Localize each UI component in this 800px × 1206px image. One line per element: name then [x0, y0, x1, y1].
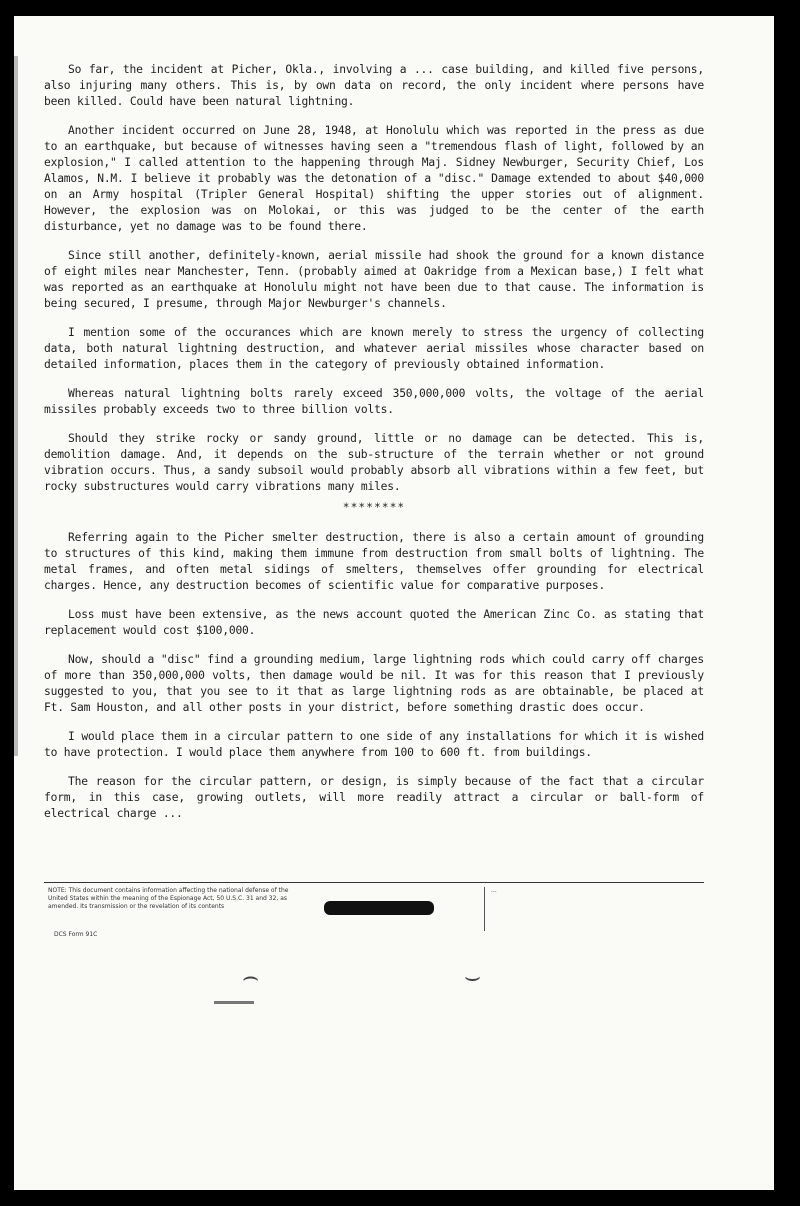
paragraph: Whereas natural lightning bolts rarely exceed 350,000,000 volts, the voltage of the aerial missiles probably exceeds two to three billion volts. [44, 387, 704, 416]
scan-edge [14, 56, 18, 756]
handwritten-mark-icon: ⌣ [464, 962, 482, 992]
paragraph: Should they strike rocky or sandy ground, little or no damage can be detected. This is, demolition damage. And, it depends on the sub-structure of the terrain whether or not ground vibration occurs. Thus, a sandy subsoil would probably absorb all vibrations within a few feet, but rocky substructures would carry vibrations many miles. [44, 432, 704, 493]
scan-noise [214, 1001, 254, 1004]
separator: ******** [342, 501, 406, 514]
paragraph: Referring again to the Picher smelter destruction, there is also a certain amount of grounding to structures of this kind, making them immune from destruction from small bolts of lightning. The metal frames, and often metal sidings of smelters, themselves offer grounding for electrical charges. Hence, any destruction becomes of scientific value for comparative purposes. [44, 531, 704, 592]
paragraph: Now, should a "disc" find a grounding medium, large lightning rods which could carry off charges of more than 350,000,000 volts, then damage would be nil. It was for this reason that I previously suggested to you, that you see to it that as large lightning rods as are obtainable, be placed at Ft. Sam Houston, and all other posts in your district, before something drastic does occur. [44, 653, 704, 714]
paragraph: I mention some of the occurances which are known merely to stress the urgency of collecting data, both natural lightning destruction, and whatever aerial missiles whose character based on detailed information, places them in the category of previously obtained information. [44, 326, 704, 371]
footer-right-box: ... [484, 887, 701, 931]
paragraph: Another incident occurred on June 28, 1948, at Honolulu which was reported in the press as due to an earthquake, but because of witnesses having seen a "tremendous flash of light, followed by an explosion," I called attention to the happening through Maj. Sidney Newburger, Security Chief, Los Alamos, N.M. I believe it probably was the detonation of a "disc." Damage extended to about $40,000 on an Army hospital (Tripler General Hospital) shifting the upper stories out of alignment. However, the explosion was on Molokai, or this was judged to be the center of the earth disturbance, yet no damage was to be found there. [44, 124, 704, 233]
redaction-bar [324, 901, 434, 915]
espionage-note: NOTE: This document contains information affecting the national defense of the United States within the meaning of the Espionage Act, 50 U.S.C. 31 and 32, as amended. Its transmission or the revelation of its contents [48, 887, 289, 910]
paragraph: So far, the incident at Picher, Okla., involving a ... case building, and killed five persons, also injuring many others. This is, by own data on record, the only incident where persons have been killed. Could have been natural lightning. [44, 63, 704, 108]
paragraph: I would place them in a circular pattern to one side of any installations for which it is wished to have protection. I would place them anywhere from 100 to 600 ft. from buildings. [44, 730, 704, 759]
document-page [14, 16, 774, 1190]
paragraph: Loss must have been extensive, as the news account quoted the American Zinc Co. as stating that replacement would cost $100,000. [44, 608, 704, 637]
handwritten-mark-icon: ⌢ [242, 962, 260, 992]
form-number: DCS Form 91C [54, 931, 98, 938]
paragraph: Since still another, definitely-known, aerial missile had shook the ground for a known distance of eight miles near Manchester, Tenn. (probably aimed at Oakridge from a Mexican base,) I felt what was reported as an earthquake at Honolulu might not have been due to that cause. The information is being secured, I presume, through Major Newburger's channels. [44, 249, 704, 310]
classification-footer [44, 882, 704, 945]
paragraph: The reason for the circular pattern, or design, is simply because of the fact that a circular form, in this case, growing outlets, will more readily attract a circular or ball-form of electrical charge ... [44, 775, 704, 820]
memo-body [44, 62, 704, 835]
